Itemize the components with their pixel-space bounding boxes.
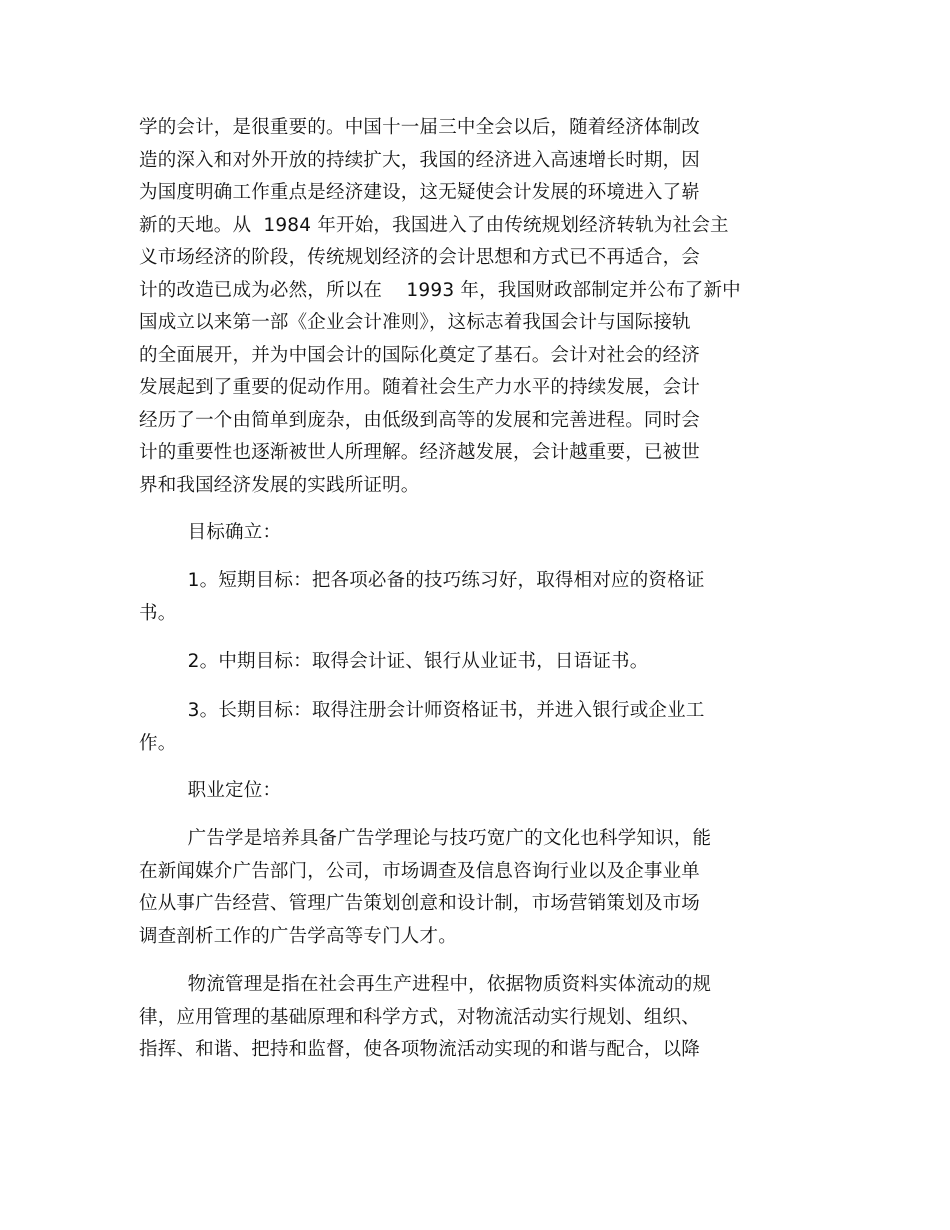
- paragraph-logistics: [139, 969, 799, 1067]
- text-line: 广告学是培养具备广告学理论与技巧宽广的文化也科学知识，能: [139, 828, 712, 849]
- text-line: 书。: [139, 602, 177, 624]
- text-line: 2。中期目标：取得会计证、银行从业证书，日语证书。: [139, 651, 649, 672]
- text-line: 位从事广告经营、管理广告策划创意和设计制，市场营销策划及市场: [139, 893, 701, 914]
- text-line: 3。长期目标：取得注册会计师资格证书，并进入银行或企业工: [139, 700, 705, 721]
- text-line: 指挥、和谐、把持和监督，使各项物流活动实现的和谐与配合，以降: [139, 1039, 701, 1060]
- text-line: 界和我国经济发展的实践所证明。: [139, 474, 420, 496]
- text-line: 学的会计，是很重要的。中国十一届三中全会以后，随着经济体制改: [139, 117, 701, 138]
- text-line: 在新闻媒介广告部门，公司，市场调查及信息咨询行业以及企事业单: [139, 860, 701, 882]
- goal-long-term: [139, 695, 799, 760]
- text-line: 作。: [139, 732, 177, 754]
- text-line: 经历了一个由简单到庞杂，由低级到高等的发展和完善进程。同时会: [139, 409, 701, 431]
- text-line: 新的天地。从 1984 年开始，我国进入了由传统规划经济转轨为社会主: [139, 214, 729, 236]
- goal-mid-term: [139, 646, 799, 679]
- text-line: 目标确立：: [139, 522, 282, 543]
- text-line: 职业定位：: [139, 780, 282, 801]
- text-line: 计的改造已成为必然，所以在 1993 年，我国财政部制定并公布了新中: [139, 279, 741, 301]
- text-line: 物流管理是指在社会再生产进程中，依据物质资料实体流动的规: [139, 974, 712, 995]
- text-line: 义市场经济的阶段，传统规划经济的会计思想和方式已不再适合，会: [139, 247, 701, 268]
- text-line: 国成立以来第一部《企业会计准则》，这标志着我国会计与国际接轨: [139, 312, 691, 333]
- text-line: 的全面展开，并为中国会计的国际化奠定了基石。会计对社会的经济: [139, 344, 701, 366]
- paragraph-accounting-history: [139, 112, 799, 502]
- heading-goals: [139, 517, 799, 550]
- text-line: 1。短期目标：把各项必备的技巧练习好，取得相对应的资格证: [139, 570, 705, 591]
- goal-short-term: [139, 565, 799, 630]
- text-line: 律，应用管理的基础原理和科学方式，对物流活动实行规划、组织、: [139, 1006, 701, 1028]
- text-line: 发展起到了重要的促动作用。随着社会生产力水平的持续发展，会计: [139, 377, 701, 398]
- text-line: 为国度明确工作重点是经济建设，这无疑使会计发展的环境进入了崭: [139, 182, 701, 203]
- paragraph-advertising: [139, 823, 799, 953]
- text-line: 计的重要性也逐渐被世人所理解。经济越发展，会计越重要，已被世: [139, 442, 701, 463]
- heading-career-position: [139, 775, 799, 808]
- text-line: 造的深入和对外开放的持续扩大，我国的经济进入高速增长时期，因: [139, 149, 701, 171]
- text-line: 调查剖析工作的广告学高等专门人才。: [139, 925, 457, 947]
